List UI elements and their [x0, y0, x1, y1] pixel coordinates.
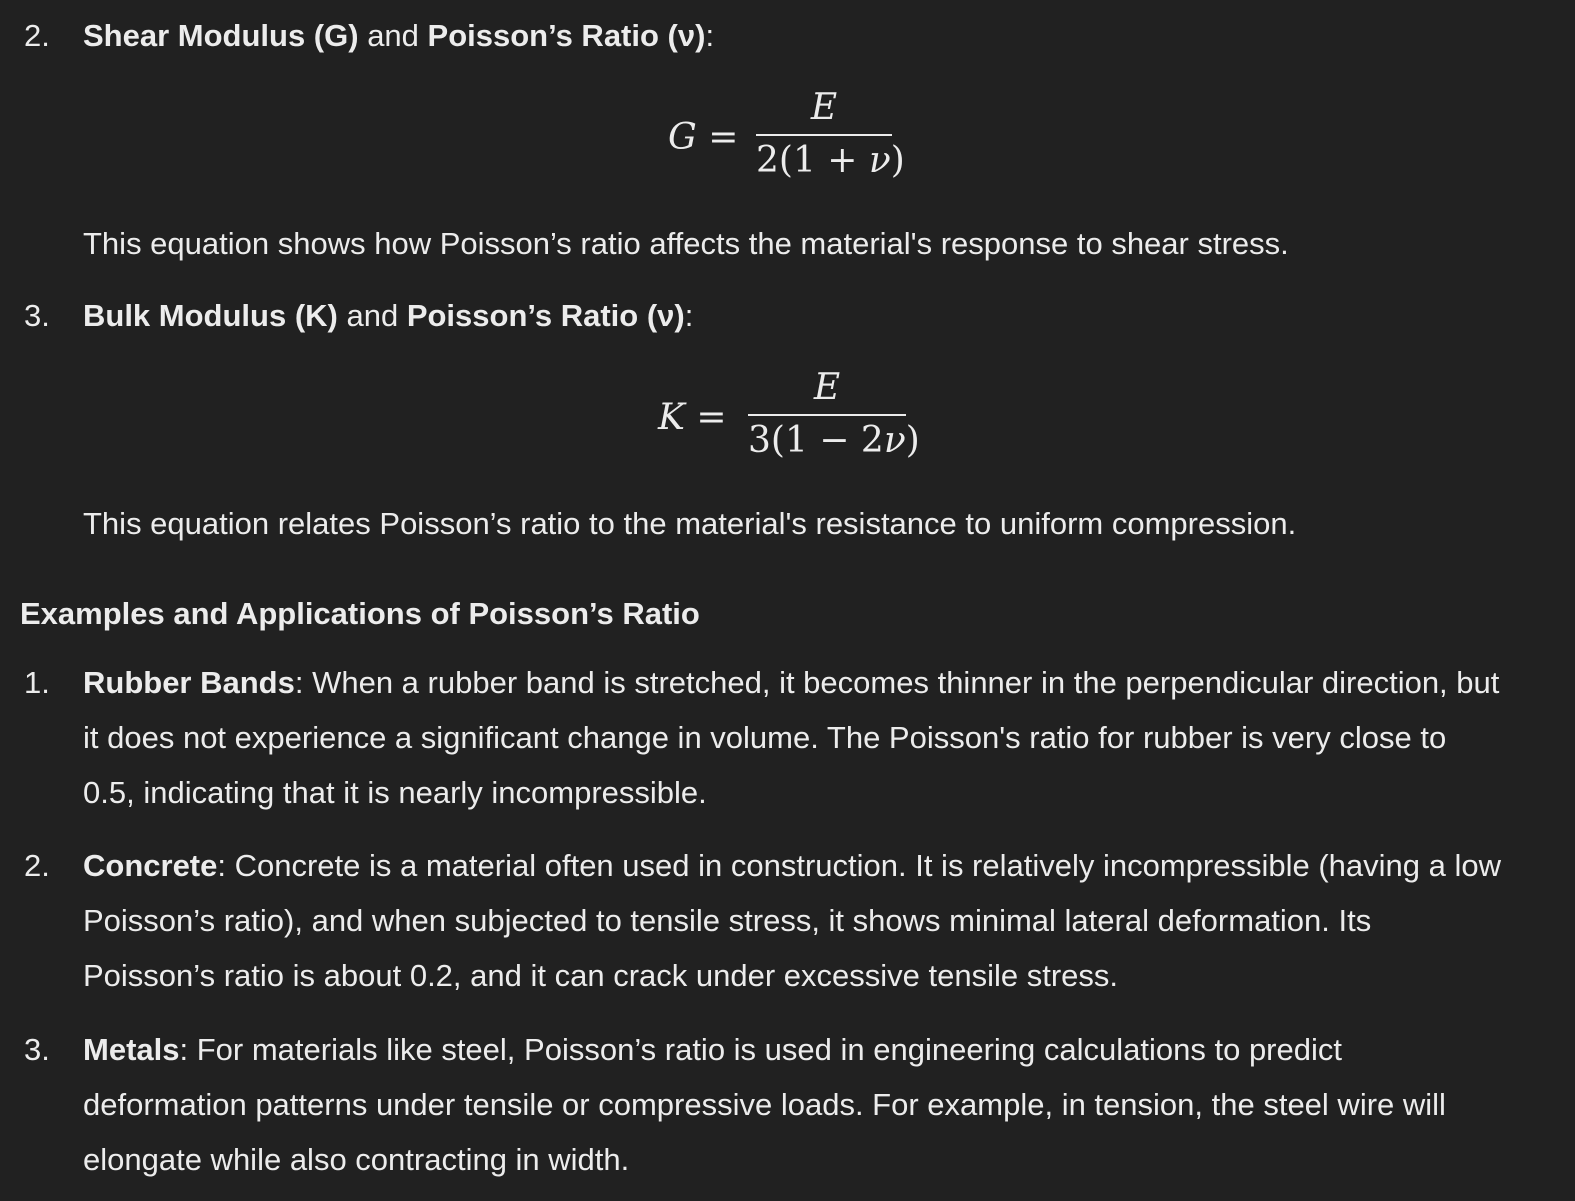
equation-bulk-modulus: [658, 366, 918, 476]
list-number: 2.: [24, 848, 50, 883]
equation-fraction: [756, 86, 905, 183]
fraction-bar: [756, 134, 892, 136]
denominator-part: 2(1 +: [756, 139, 869, 181]
example-term: Rubber Bands: [83, 665, 295, 700]
connector-text: and: [358, 18, 428, 53]
list-item-bulk-modulus: [24, 288, 1504, 343]
suffix-text: :: [684, 298, 694, 333]
equation-numerator: E: [810, 87, 838, 128]
fraction-bar: [748, 414, 906, 416]
example-term: Metals: [83, 1032, 180, 1067]
denominator-close: ): [890, 139, 905, 181]
example-text: [83, 1022, 1504, 1187]
denominator-variable: ν: [868, 139, 891, 181]
term-poissons-ratio: Poisson’s Ratio (ν): [406, 298, 685, 333]
example-metals: [24, 1022, 1504, 1187]
example-rubber-bands: [24, 655, 1504, 820]
equation-numerator: E: [813, 367, 841, 408]
term-poissons-ratio: Poisson’s Ratio (ν): [427, 18, 706, 53]
example-text: [83, 838, 1504, 1003]
example-term: Concrete: [83, 848, 218, 883]
list-number: 1.: [24, 665, 50, 700]
denominator-close: ): [905, 419, 920, 461]
suffix-text: :: [705, 18, 715, 53]
list-item-title: [83, 288, 1504, 343]
example-text: [83, 655, 1504, 820]
section-heading: Examples and Applications of Poisson’s Ratio: [20, 596, 700, 631]
example-description: : For materials like steel, Poisson’s ratio is used in engineering calculations to predict deformation patterns under tensile or compressive loads. For example, in tension, the steel wire will elongate while also contracting in width.: [83, 1032, 1446, 1177]
list-number: 3.: [24, 298, 50, 333]
list-item-title: [83, 8, 1504, 63]
explanation-bulk: This equation relates Poisson’s ratio to the material's resistance to uniform compression.: [83, 506, 1297, 541]
example-description: : When a rubber band is stretched, it becomes thinner in the perpendicular direction, but it does not experience a significant change in volume. The Poisson's ratio for rubber is very close to 0.5, indicating that it is nearly incompressible.: [83, 665, 1500, 810]
explanation-shear: This equation shows how Poisson’s ratio affects the material's response to shear stress.: [83, 226, 1289, 261]
equation-lhs: K =: [658, 397, 727, 438]
equation-shear-modulus: [668, 86, 908, 196]
list-number: 2.: [24, 18, 50, 53]
denominator-part: 3(1 − 2: [748, 419, 884, 461]
list-number: 3.: [24, 1032, 50, 1067]
equation-denominator: [756, 139, 905, 183]
connector-text: and: [337, 298, 407, 333]
list-item-shear-modulus: [24, 8, 1504, 63]
equation-fraction: [748, 366, 920, 463]
equation-denominator: [748, 419, 920, 463]
denominator-variable: ν: [883, 419, 906, 461]
example-description: : Concrete is a material often used in construction. It is relatively incompressible (having a low Poisson’s ratio), and when subjected to tensile stress, it shows minimal lateral deformation. Its Poisson’s ratio is about 0.2, and it can crack under excessive tensile stress.: [83, 848, 1502, 993]
term-bulk-modulus: Bulk Modulus (K): [83, 298, 338, 333]
equation-lhs: G =: [668, 117, 739, 158]
example-concrete: [24, 838, 1504, 1003]
term-shear-modulus: Shear Modulus (G): [83, 18, 359, 53]
